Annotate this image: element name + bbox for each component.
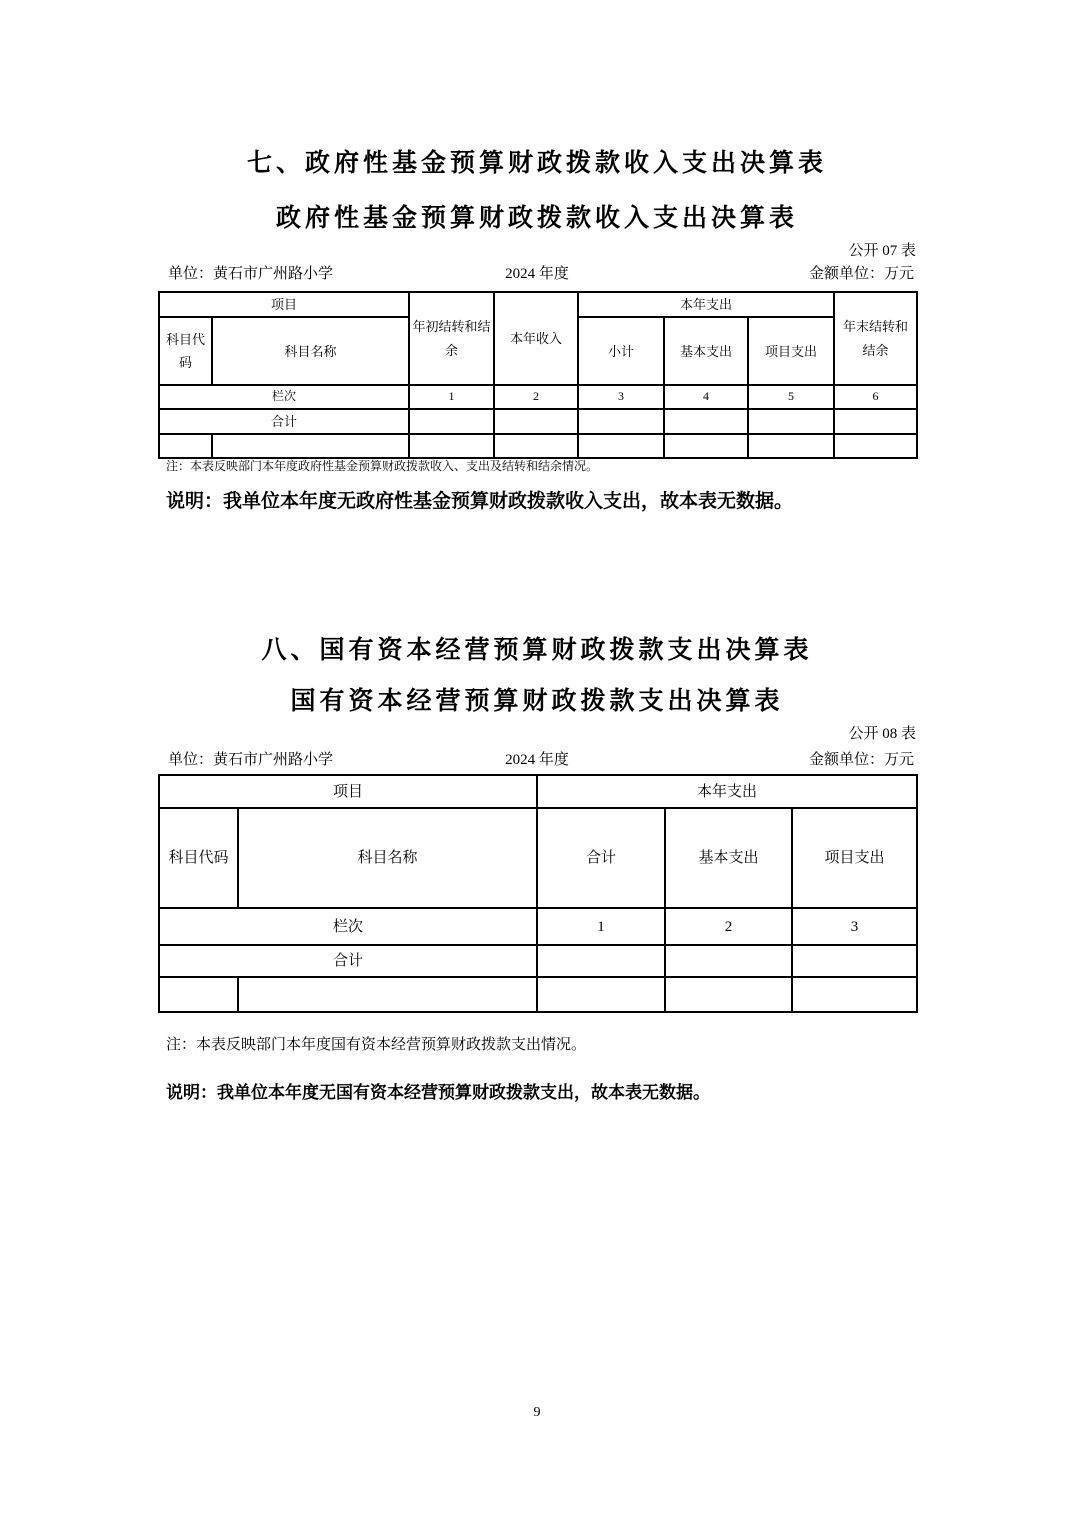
year-label: 2024 年度 xyxy=(505,752,569,768)
empty-cell xyxy=(159,977,238,1012)
unit-label: 单位：黄石市广州路小学 xyxy=(168,266,334,282)
project-header-cell: 项目 xyxy=(159,775,537,808)
column-index-cell: 1 xyxy=(409,385,494,409)
section-8-table-note: 注：本表反映部门本年度国有资本经营预算财政拨款支出情况。 xyxy=(166,1037,587,1053)
column-index-cell: 4 xyxy=(664,385,748,409)
empty-cell xyxy=(494,409,578,434)
current-expenditure-header-cell: 本年支出 xyxy=(537,775,917,808)
state-capital-budget-table xyxy=(158,774,918,1013)
column-index-cell: 5 xyxy=(748,385,834,409)
section-7-statement: 说明：我单位本年度无政府性基金预算财政拨款收入支出，故本表无数据。 xyxy=(166,491,794,512)
empty-cell xyxy=(748,434,834,458)
project-expenditure-header-cell: 项目支出 xyxy=(748,317,834,385)
empty-cell xyxy=(834,434,917,458)
current-expenditure-header-cell: 本年支出 xyxy=(578,292,834,317)
empty-cell xyxy=(212,434,409,458)
subject-name-header-cell: 科目名称 xyxy=(212,317,409,385)
section-7-table-note: 注：本表反映部门本年度政府性基金预算财政拨款收入、支出及结转和结余情况。 xyxy=(166,459,599,473)
empty-cell xyxy=(494,434,578,458)
empty-cell xyxy=(664,434,748,458)
total-header-cell: 合计 xyxy=(537,808,665,908)
empty-cell xyxy=(834,409,917,434)
subject-code-header-cell: 科目代码 xyxy=(159,317,212,385)
basic-expenditure-header-cell: 基本支出 xyxy=(665,808,792,908)
section-7-table-title: 政府性基金预算财政拨款收入支出决算表 xyxy=(275,204,798,232)
section-7-heading: 七、政府性基金预算财政拨款收入支出决算表 xyxy=(246,149,827,177)
page-number: 9 xyxy=(533,1405,541,1420)
empty-cell xyxy=(748,409,834,434)
empty-cell xyxy=(665,977,792,1012)
unit-label: 单位：黄石市广州路小学 xyxy=(168,752,334,768)
section-8-form-number-label: 公开 08 表 xyxy=(848,726,916,742)
empty-cell xyxy=(578,434,664,458)
empty-cell xyxy=(238,977,537,1012)
total-row-label-cell: 合计 xyxy=(159,945,537,977)
section-8-statement: 说明：我单位本年度无国有资本经营预算财政拨款支出，故本表无数据。 xyxy=(166,1083,710,1102)
subtotal-header-cell: 小计 xyxy=(578,317,664,385)
content-sheet xyxy=(158,0,916,1520)
column-index-cell: 3 xyxy=(578,385,664,409)
empty-cell xyxy=(409,434,494,458)
end-balance-header-cell: 年末结转和结余 xyxy=(834,292,917,385)
empty-cell xyxy=(664,409,748,434)
subject-code-header-cell: 科目代码 xyxy=(159,808,238,908)
amount-unit-label: 金额单位：万元 xyxy=(808,752,914,768)
total-row-label-cell: 合计 xyxy=(159,409,409,434)
project-header-cell: 项目 xyxy=(159,292,409,317)
empty-cell xyxy=(792,945,917,977)
gov-fund-budget-table xyxy=(158,291,918,459)
empty-cell xyxy=(537,945,665,977)
amount-unit-label: 金额单位：万元 xyxy=(808,266,914,282)
subject-name-header-cell: 科目名称 xyxy=(238,808,537,908)
empty-cell xyxy=(578,409,664,434)
empty-cell xyxy=(537,977,665,1012)
column-index-cell: 2 xyxy=(494,385,578,409)
empty-cell xyxy=(665,945,792,977)
column-index-cell: 2 xyxy=(665,908,792,945)
empty-cell xyxy=(409,409,494,434)
section-8-heading: 八、国有资本经营预算财政拨款支出决算表 xyxy=(261,636,813,664)
section-7-form-number-label: 公开 07 表 xyxy=(848,243,916,259)
column-index-cell: 3 xyxy=(792,908,917,945)
column-index-label-cell: 栏次 xyxy=(159,908,537,945)
column-index-label-cell: 栏次 xyxy=(159,385,409,409)
empty-cell xyxy=(792,977,917,1012)
begin-balance-header-cell: 年初结转和结余 xyxy=(409,292,494,385)
project-expenditure-header-cell: 项目支出 xyxy=(792,808,917,908)
current-income-header-cell: 本年收入 xyxy=(494,292,578,385)
empty-cell xyxy=(159,434,212,458)
section-8-table-title: 国有资本经营预算财政拨款支出决算表 xyxy=(290,687,784,715)
column-index-cell: 6 xyxy=(834,385,917,409)
basic-expenditure-header-cell: 基本支出 xyxy=(664,317,748,385)
section-8-meta-row xyxy=(158,748,916,770)
year-label: 2024 年度 xyxy=(505,266,569,282)
column-index-cell: 1 xyxy=(537,908,665,945)
section-7-meta-row xyxy=(158,262,916,284)
